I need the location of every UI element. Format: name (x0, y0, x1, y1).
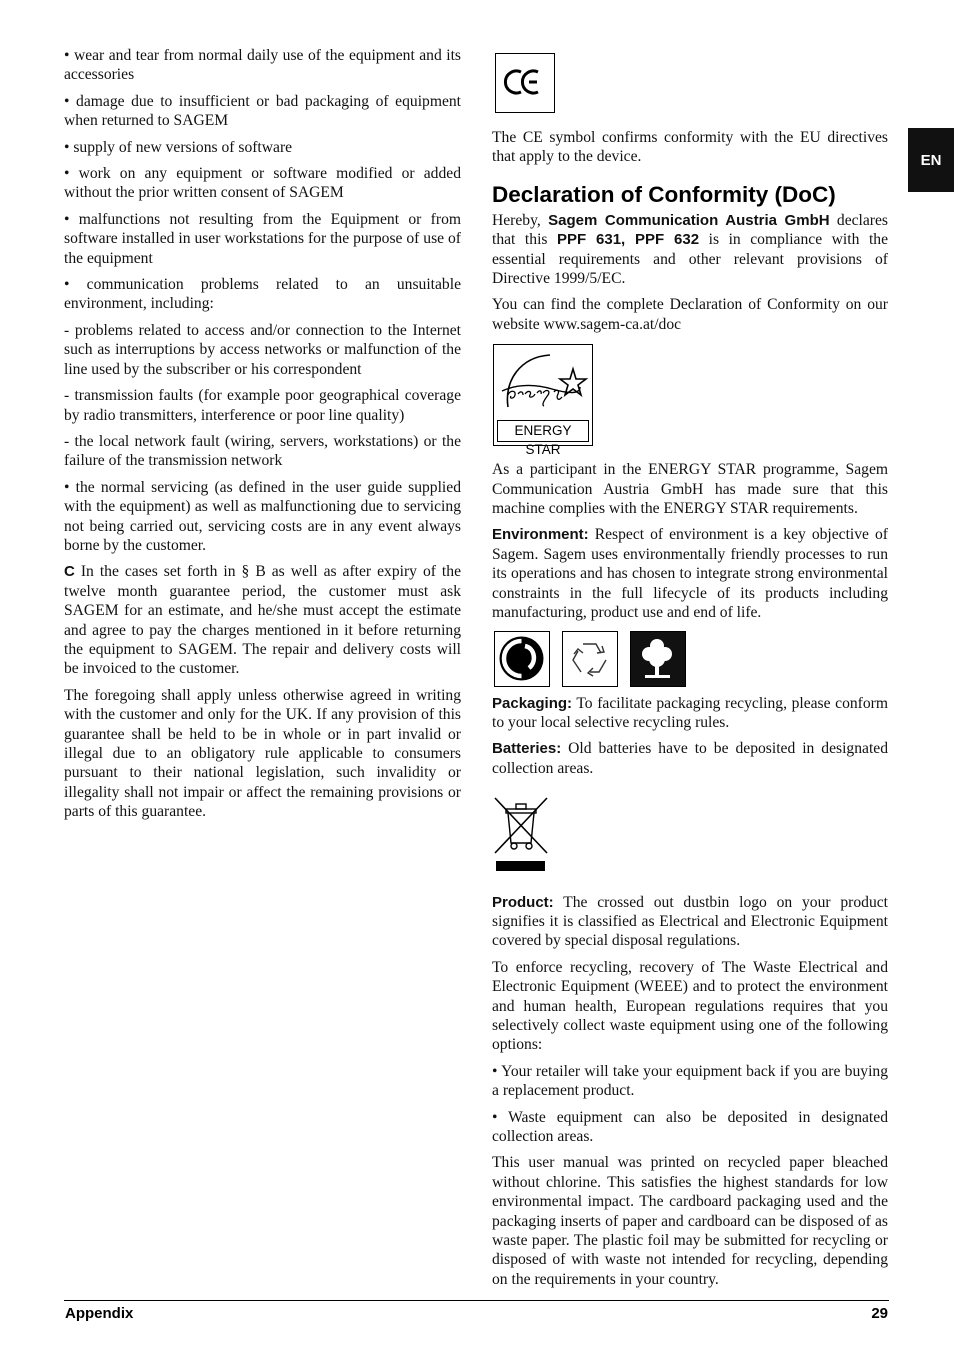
doc-website: You can find the complete Declaration of Conformity on our website www.sagem-ca.at/doc (492, 296, 888, 333)
guarantee-exclusion-modified: • work on any equipment or software modified or added without the prior written consent of SAGEM (64, 165, 461, 202)
energy-star-label: ENERGY STAR (497, 420, 589, 442)
footer-rule (64, 1300, 889, 1301)
environment-icons (494, 631, 888, 687)
guarantee-exclusion-packaging: • damage due to insufficient or bad packaging of equipment when returned to SAGEM (64, 92, 461, 130)
left-column (64, 46, 461, 829)
model-names: PPF 631, PPF 632 (557, 231, 700, 249)
footer-section: Appendix (65, 1305, 134, 1322)
guarantee-exclusion-internet: - problems related to access and/or connection to the Internet such as interruptions by access networks or malfunction of the line used by the subscriber or his correspondent (64, 321, 461, 378)
doc-declaration: Hereby, Sagem Communication Austria GmbH declares that this PPF 631, PPF 632 is in compliance with the essential requirements and other relevant provisions of Directive 1999/5/EC. (492, 211, 888, 288)
clause-c-text: In the cases set forth in § B as well as after expiry of the twelve month guarantee period, the customer must ask SAGEM for an estimate, and he/she must accept the estimate and agree to pay the charges mentioned in it before returning the equipment to SAGEM. The repair and delivery costs will be invoiced to the customer. (64, 563, 461, 678)
guarantee-exclusion-servicing: • the normal servicing (as defined in the user guide supplied with the equipment) as well as malfunctioning due to servicing not being carried out, servicing costs are in any event always borne by the customer. (64, 478, 461, 554)
product-paragraph: Product: The crossed out dustbin logo on your product signifies it is classified as Electrical and Electronic Equipment covered by special disposal regulations. (492, 893, 888, 950)
recycling-icon (562, 631, 618, 687)
weee-paragraph: To enforce recycling, recovery of The Waste Electrical and Electronic Equipment (WEEE) and to protect the environment and human health, European regulations requires that you selectively collect waste equipment using one of the following options: (492, 958, 888, 1054)
guarantee-closing: The foregoing shall apply unless otherwise agreed in writing with the customer and only for the UK. If any provision of this guarantee shall be held to be in whole or in part invalid or illegal due to an obligatory rule applicable to consumers pursuant to their national legislation, such invalidity or illegality shall not impair or affect the remaining provisions or parts of this guarantee. (64, 686, 461, 821)
retailer-bullet: • Your retailer will take your equipment back if you are buying a replacement product. (492, 1062, 888, 1100)
right-column (492, 46, 888, 1296)
guarantee-exclusion-communication: • communication problems related to an unsuitable environment, including: (64, 276, 461, 313)
language-tab: EN (908, 128, 954, 192)
guarantee-exclusion-transmission: - transmission faults (for example poor geographical coverage by radio transmitters, interference or poor line quality) (64, 387, 461, 424)
guarantee-exclusion-network: - the local network fault (wiring, servers, workstations) or the failure of the transmission network (64, 432, 461, 470)
packaging-paragraph: Packaging: To facilitate packaging recycling, please conform to your local selective recycling rules. (492, 694, 888, 731)
batteries-paragraph: Batteries: Old batteries have to be deposited in designated collection areas. (492, 740, 888, 777)
energy-star-logo (493, 344, 593, 458)
paper-paragraph: This user manual was printed on recycled paper bleached without chlorine. This satisfies the highest standards for low environmental impact. The cardboard packaging used and the packaging inserts of paper and cardboard can be disposed of as waste paper. The plastic foil may be submitted for recycling or disposed of with waste not intended for recycling, depending on the requirements in your country. (492, 1154, 888, 1288)
packaging-label: Packaging: (492, 694, 573, 712)
crossed-out-dustbin-icon (492, 795, 550, 875)
deposit-bullet: • Waste equipment can also be deposited in designated collection areas. (492, 1108, 888, 1145)
energy-star-icon (494, 345, 591, 419)
guarantee-exclusion-wear: • wear and tear from normal daily use of the equipment and its accessories (64, 47, 461, 84)
tree-icon (630, 631, 686, 687)
green-dot-icon (494, 631, 550, 687)
page-number: 29 (871, 1305, 888, 1322)
environment-paragraph: Environment: Respect of environment is a key objective of Sagem. Sagem uses environmentally friendly processes to run its operations and has chosen to integrate strong environmental constraints in the full lifecycle of its products including manufacturing, product use and end of life. (492, 526, 888, 622)
batteries-label: Batteries: (492, 740, 562, 758)
energy-star-text: As a participant in the ENERGY STAR programme, Sagem Communication Austria GmbH has made sure that this machine complies with the ENERGY STAR requirements. (492, 461, 888, 518)
guarantee-exclusion-software: • supply of new versions of software (64, 138, 293, 156)
company-name: Sagem Communication Austria GmbH (548, 211, 830, 229)
guarantee-exclusion-malfunctions: • malfunctions not resulting from the Equipment or from software installed in user workstations for the purpose of use of the equipment (64, 210, 461, 267)
environment-label: Environment: (492, 526, 589, 544)
product-label: Product: (492, 893, 554, 911)
doc-heading: Declaration of Conformity (DoC) (492, 181, 836, 207)
ce-description: The CE symbol confirms conformity with the EU directives that apply to the device. (492, 129, 888, 166)
clause-c-label: C (64, 563, 75, 581)
guarantee-clause-c (64, 562, 461, 678)
ce-mark-icon (495, 53, 555, 113)
